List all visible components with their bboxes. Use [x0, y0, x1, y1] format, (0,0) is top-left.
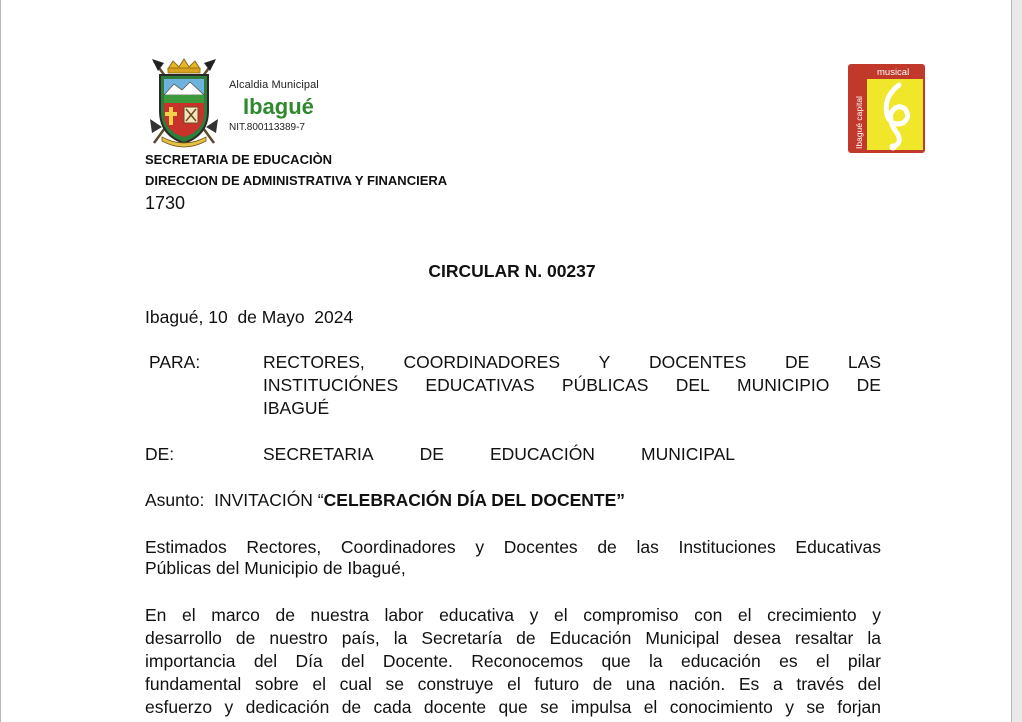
para-recipients-line-1	[263, 352, 881, 373]
para-word: DEL	[675, 375, 710, 395]
department-line-1: SECRETARIA DE EDUCACIÒN	[145, 152, 333, 167]
paragraph-line: importancia del Día del Docente. Reconocemos que la educación es el pilar	[145, 651, 881, 671]
paragraph-line: fundamental sobre el cual se construye el futuro de una nación. Es a través del	[145, 674, 881, 694]
para-word: MUNICIPIO	[737, 375, 830, 395]
para-word: PÚBLICAS	[561, 375, 649, 395]
greeting-line-1: Estimados Rectores, Coordinadores y Docentes de las Instituciones Educativas	[145, 537, 881, 557]
para-recipients-line-3: IBAGUÉ	[263, 398, 330, 418]
alcaldia-header	[229, 79, 319, 134]
date-line: Ibagué, 10 de Mayo 2024	[145, 307, 354, 327]
para-word: COORDINADORES	[403, 352, 560, 372]
para-label: PARA:	[149, 352, 201, 372]
circular-title: CIRCULAR N. 00237	[428, 261, 596, 281]
city-name: Ibagué	[243, 94, 314, 119]
de-word: DE	[419, 444, 444, 464]
ibague-capital-musical-logo	[847, 63, 926, 154]
paragraph-line: desarrollo de nuestro país, la Secretaría de Educación Municipal desea resaltar la	[145, 628, 881, 648]
subject-bold-text: CELEBRACIÓN DÍA DEL DOCENTE”	[323, 490, 626, 510]
para-word: LAS	[847, 352, 881, 372]
de-label: DE:	[145, 444, 175, 464]
de-word: MUNICIPAL	[641, 444, 735, 464]
para-word: EDUCATIVAS	[425, 375, 535, 395]
alcaldia-label: Alcaldia Municipal	[229, 79, 319, 91]
para-word: RECTORES,	[263, 352, 365, 372]
paragraph-line: En el marco de nuestra labor educativa y el compromiso con el crecimiento y	[145, 605, 881, 625]
de-word: SECRETARIA	[263, 444, 374, 464]
de-sender	[263, 444, 735, 465]
de-word: EDUCACIÓN	[489, 444, 595, 464]
nit-number: NIT.800113389-7	[229, 122, 305, 133]
music-logo-tag: musical	[877, 67, 910, 78]
para-word: DE	[784, 352, 810, 372]
para-recipients-line-2	[263, 375, 881, 396]
office-code: 1730	[145, 193, 186, 213]
para-word: DE	[856, 375, 881, 395]
subject-label: Asunto:	[145, 490, 205, 510]
municipal-crest-logo	[148, 57, 220, 149]
paragraph-line: esfuerzo y dedicación de cada docente que se impulsa el conocimiento y se forjan	[145, 697, 881, 717]
music-logo-vertical-text: Ibagué capital	[854, 96, 864, 149]
subject-line	[145, 490, 625, 511]
para-word: DOCENTES	[649, 352, 747, 372]
para-word: INSTITUCIÓNES	[263, 375, 399, 395]
subject-prefix: INVITACIÓN “	[214, 490, 324, 510]
greeting-line-2: Públicas del Municipio de Ibagué,	[145, 558, 406, 578]
department-line-2: DIRECCION DE ADMINISTRATIVA Y FINANCIERA	[145, 173, 448, 188]
para-word: Y	[598, 352, 611, 372]
